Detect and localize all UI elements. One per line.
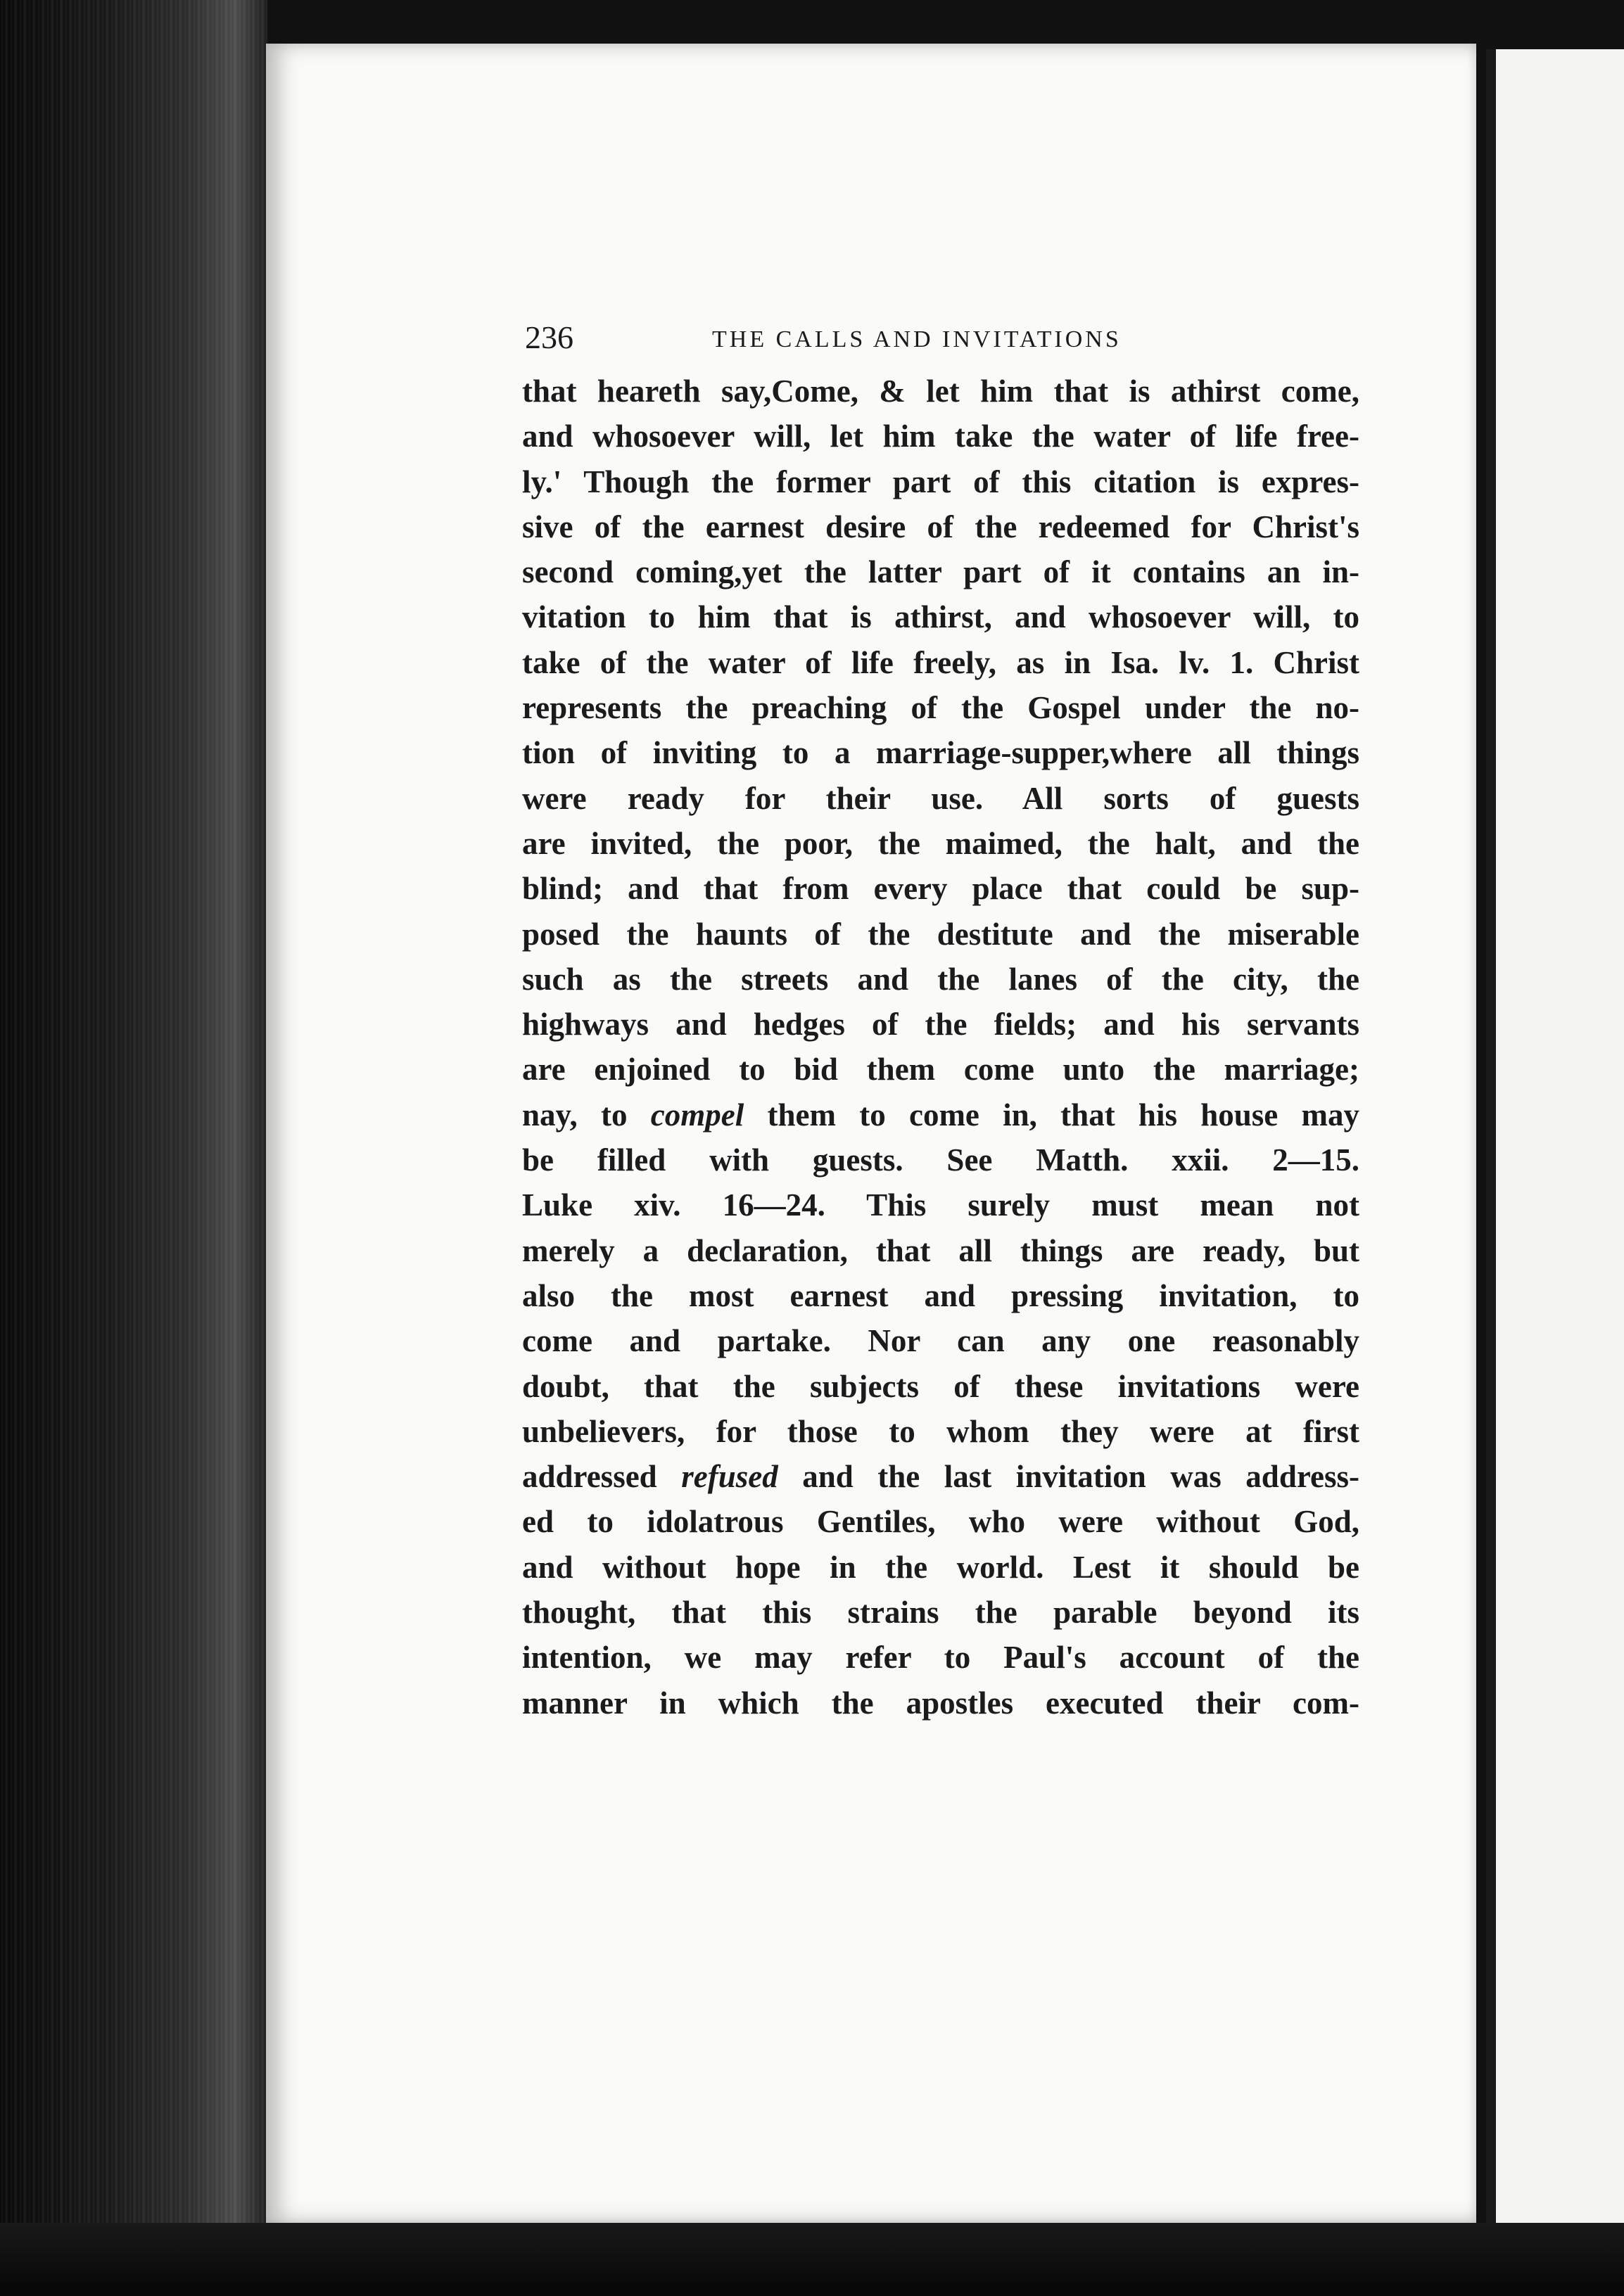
text-segment: and the last invitation was address-: [778, 1459, 1359, 1495]
text-segment: addressed: [522, 1459, 682, 1495]
text-line: [522, 459, 1359, 504]
text-segment: were ready for their use. All sorts of guests: [522, 780, 1359, 816]
text-line: [522, 912, 1359, 957]
text-segment: tion of inviting to a marriage-supper,where all things: [522, 735, 1359, 771]
text-line: [522, 1002, 1359, 1047]
text-segment: doubt, that the subjects of these invitations were: [522, 1368, 1359, 1404]
text-segment: ed to idolatrous Gentiles, who were without God,: [522, 1504, 1359, 1540]
page-number: 236: [525, 319, 573, 355]
text-segment: and whosoever will, let him take the water of life free-: [522, 419, 1359, 454]
text-line: [522, 1047, 1359, 1092]
body-text: [522, 369, 1359, 1726]
text-segment: represents the preaching of the Gospel under the no-: [522, 690, 1359, 726]
text-line: [522, 1318, 1359, 1363]
text-line: [522, 1499, 1359, 1544]
text-segment: are enjoined to bid them come unto the marriage;: [522, 1052, 1359, 1088]
text-line: [522, 1454, 1359, 1499]
text-line: [522, 1228, 1359, 1273]
running-head: [525, 317, 1397, 359]
text-segment: such as the streets and the lanes of the city, the: [522, 961, 1359, 997]
text-segment: highways and hedges of the fields; and his servants: [522, 1007, 1359, 1042]
text-segment: vitation to him that is athirst, and whosoever will, to: [522, 599, 1359, 635]
text-segment: them to come in, that his house may: [744, 1097, 1360, 1133]
text-line: [522, 776, 1359, 821]
text-line: [522, 1364, 1359, 1409]
text-segment: ly.' Though the former part of this citation is expres-: [522, 464, 1359, 499]
text-line: [522, 685, 1359, 730]
text-line: [522, 1409, 1359, 1454]
text-line: [522, 1092, 1359, 1137]
text-line: [522, 1182, 1359, 1227]
text-line: [522, 1680, 1359, 1726]
italic-word: compel: [650, 1097, 744, 1133]
text-line: [522, 821, 1359, 866]
text-segment: are invited, the poor, the maimed, the halt, and the: [522, 825, 1359, 861]
text-line: [522, 414, 1359, 459]
book-spine-edge: [0, 0, 267, 2296]
text-line: [522, 549, 1359, 594]
text-line: [522, 1590, 1359, 1635]
text-segment: blind; and that from every place that could be sup-: [522, 871, 1359, 907]
text-segment: manner in which the apostles executed their com-: [522, 1685, 1359, 1721]
text-segment: and without hope in the world. Lest it should be: [522, 1549, 1359, 1585]
text-segment: thought, that this strains the parable beyond its: [522, 1595, 1359, 1631]
text-segment: Luke xiv. 16—24. This surely must mean not: [522, 1187, 1359, 1223]
bottom-book-edge: [0, 2223, 1624, 2296]
text-line: [522, 1273, 1359, 1318]
text-line: [522, 594, 1359, 639]
text-segment: come and partake. Nor can any one reasonably: [522, 1323, 1359, 1359]
text-line: [522, 1635, 1359, 1680]
text-line: [522, 640, 1359, 685]
text-segment: second coming,yet the latter part of it contains an in-: [522, 554, 1359, 590]
text-line: [522, 504, 1359, 549]
facing-page-edge: [1486, 49, 1624, 2224]
text-line: [522, 866, 1359, 911]
italic-word: refused: [681, 1459, 778, 1495]
text-segment: merely a declaration, that all things are ready, but: [522, 1232, 1359, 1268]
text-line: [522, 957, 1359, 1002]
running-title: THE CALLS AND INVITATIONS: [712, 326, 1122, 352]
text-segment: intention, we may refer to Paul's account of the: [522, 1640, 1359, 1676]
text-segment: posed the haunts of the destitute and the miserable: [522, 916, 1359, 952]
text-segment: that heareth say,Come, & let him that is athirst come,: [522, 374, 1359, 409]
text-segment: be filled with guests. See Matth. xxii. 2—15.: [522, 1142, 1359, 1178]
text-line: [522, 1545, 1359, 1590]
text-segment: sive of the earnest desire of the redeemed for Christ's: [522, 509, 1359, 544]
text-line: [522, 369, 1359, 414]
text-segment: also the most earnest and pressing invitation, to: [522, 1277, 1359, 1313]
text-line: [522, 1137, 1359, 1182]
text-segment: take of the water of life freely, as in Isa. lv. 1. Christ: [522, 644, 1359, 680]
text-segment: unbelievers, for those to whom they were at first: [522, 1413, 1359, 1449]
text-line: [522, 730, 1359, 775]
text-segment: nay, to: [522, 1097, 651, 1133]
